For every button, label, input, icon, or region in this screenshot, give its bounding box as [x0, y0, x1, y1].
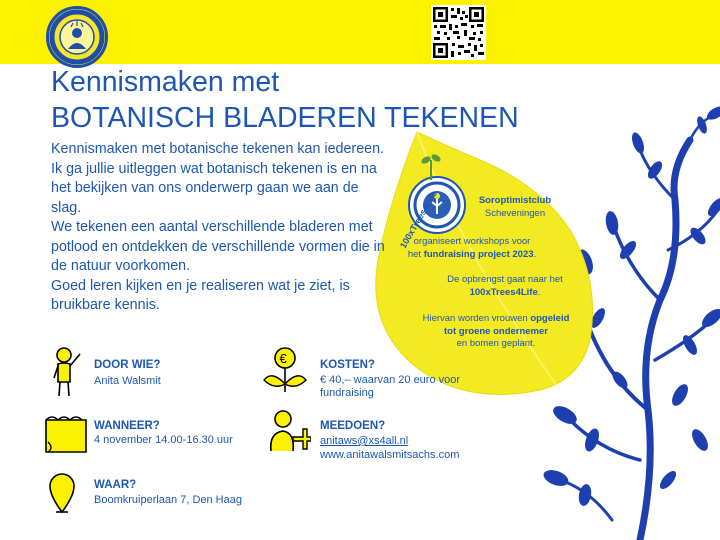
email-link[interactable]: anitaws@xs4all.nl: [320, 435, 409, 447]
where-label: WAAR?: [94, 479, 137, 491]
person-add-icon: [265, 407, 311, 455]
intro-text: [51, 140, 391, 316]
intro-paragraph: We tekenen een aantal verschillende bladeren met potlood en ontdekken de verschillende vormen die in de natuur voorkomen.: [51, 219, 385, 274]
page-title-line2: BOTANISCH BLADEREN TEKENEN: [51, 102, 519, 134]
intro-paragraph: Kennismaken met botanische tekenen kan iedereen. Ik ga jullie uitleggen wat botanisch tekenen is en na het bekijken van ons onderwerp gaan we aan de slag.: [51, 141, 385, 216]
who-label: DOOR WIE?: [94, 359, 161, 371]
map-pin-icon: [46, 470, 78, 514]
leaf-women-block: [408, 313, 584, 351]
leaf-line4-post: .: [537, 286, 541, 298]
cost-label: KOSTEN?: [320, 359, 375, 371]
leaf-line3: De opbrengst gaat naar het: [447, 274, 563, 285]
person-waving-icon: [48, 346, 84, 398]
leaf-proceeds-block: [430, 274, 580, 299]
leaf-line7: en bomen geplant.: [456, 338, 536, 349]
leaf-line2-post: .: [533, 248, 537, 260]
leaf-line1: organiseert workshops voor: [413, 236, 531, 247]
leaf-organises-block: [392, 236, 552, 261]
leaf-line2-pre: het: [407, 248, 424, 260]
intro-paragraph: Goed leren kijken en je realiseren wat je ziet, is bruikbare kennis.: [51, 277, 350, 313]
cost-value-line2: fundraising: [320, 387, 374, 399]
calendar-icon: [42, 412, 90, 456]
svg-text:€: €: [279, 351, 287, 366]
leaf-club-block: [466, 195, 564, 220]
euro-plant-icon: [262, 346, 308, 394]
page-title-line1: Kennismaken met: [51, 66, 280, 98]
leaf-line5-bold: opgeleid: [530, 313, 570, 324]
trees4life-caption: 100xTrees4Life: [398, 189, 439, 250]
club-name: Soroptimistclub: [478, 195, 552, 206]
sprout-icon: [416, 150, 446, 180]
fundraising-project: fundraising project 2023: [423, 248, 534, 260]
leaf-line5-pre: Hiervan worden vrouwen: [422, 313, 531, 324]
club-city: Scheveningen: [484, 207, 546, 219]
trees4life-name: 100xTrees4Life: [469, 286, 538, 298]
website-link[interactable]: www.anitawalsmitsachs.com: [320, 449, 460, 461]
cost-value-line1: € 40,– waarvan 20 euro voor: [320, 374, 461, 386]
when-value: 4 november 14.00-16.30 uur: [94, 434, 233, 446]
when-label: WANNEER?: [94, 420, 160, 432]
leaf-line6: tot groene ondernemer: [444, 325, 548, 337]
who-value: Anita Walsmit: [94, 375, 161, 387]
where-value: Boomkruiperlaan 7, Den Haag: [94, 494, 242, 506]
join-label: MEEDOEN?: [320, 420, 386, 432]
